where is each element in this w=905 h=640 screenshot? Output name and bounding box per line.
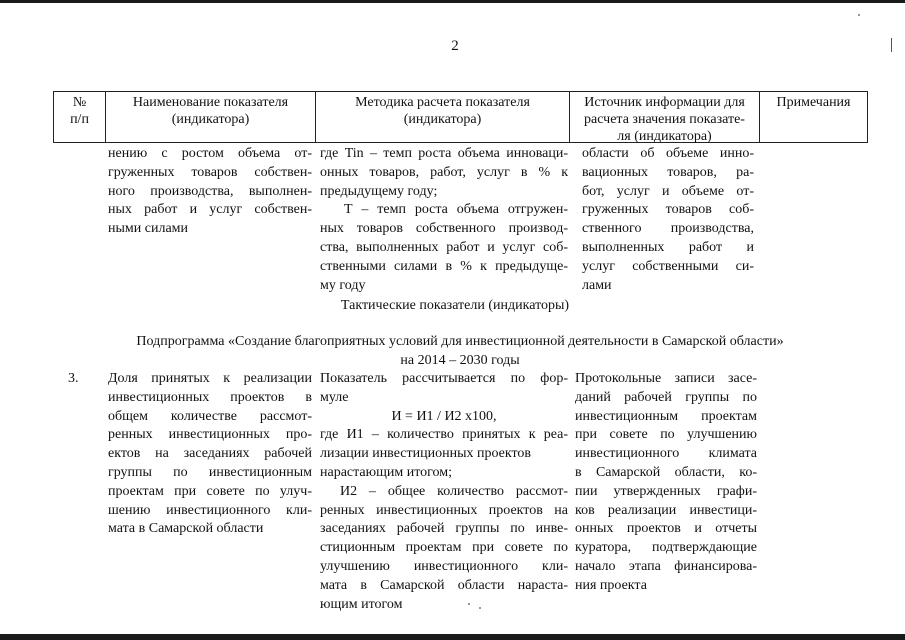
- row3-method: Показатель рассчитывается по фор- муле И = И1 / И2 x100, где И1 – количество принятых к реа- лизации инвестиционных проектов нарастающим итогом; И2 – общее количество рассмот- ренных инвестиционных проектов на заседаниях рабочей группы по инве- стиционным проектам при совете по улучшению инвестиционного кли- мата в Самарской области нараста- ющим итогом: [320, 371, 568, 612]
- header-number: № п/п: [53, 91, 105, 143]
- scan-bottom-edge: [0, 634, 905, 640]
- scan-speck: [858, 14, 860, 16]
- formula: И = И1 / И2 x100,: [391, 408, 497, 424]
- row3-source: Протокольные записи засе- даний рабочей группы по инвестиционным проектам при совете по улучшению инвестиционного климата в Самарской области, ко- пии утвержденных графи- ков реализации инвестици- онных проектов и отчеты куратора, подтверждающие начало этапа финансирова- ния проекта: [575, 371, 757, 593]
- scan-mark: [891, 38, 892, 52]
- page-number: 2: [451, 38, 459, 54]
- header-source: Источник информации для расчета значения показате- ля (индикатора): [569, 91, 759, 143]
- row-continued-source: области об объеме инно- вационных товаров, ра- бот, услуг и объеме от- груженных товаров соб- ственного производства, выполненных работ и услуг собственными си- лами: [582, 146, 754, 293]
- header-indicator-name: Наименование показателя (индикатора): [105, 91, 315, 143]
- row-continued-method: где Tin – темп роста объема инноваци- онных товаров, работ, услуг в % к предыдущему году; Т – темп роста объема отгружен- ных товаров собственного производ- ства, выполненных работ и услуг соб- ственными силами в % к предыдуще- му году: [320, 146, 568, 293]
- row3-name: Доля принятых к реализации инвестиционных проектов в общем количестве рассмот- ренных инвестиционных про- ектов на заседаниях рабочей группы по инвестиционным проектам при совете по улуч- шению инвестиционного кли- мата в Самарской области: [108, 371, 312, 537]
- header-notes: Примечания: [759, 91, 868, 143]
- row-continued-name: нению с ростом объема от- груженных товаров собствен- ного производства, выполнен- ных работ и услуг собствен- ными силами: [108, 146, 312, 237]
- section-title: Тактические показатели (индикаторы): [340, 298, 570, 313]
- header-method: Методика расчета показателя (индикатора): [315, 91, 569, 143]
- subprogram-title: Подпрограмма «Создание благоприятных условий для инвестиционной деятельности в Самарской области» на 2014 – 2030 годы: [136, 334, 784, 368]
- row3-number: 3.: [68, 371, 79, 386]
- scan-top-edge: [0, 0, 905, 3]
